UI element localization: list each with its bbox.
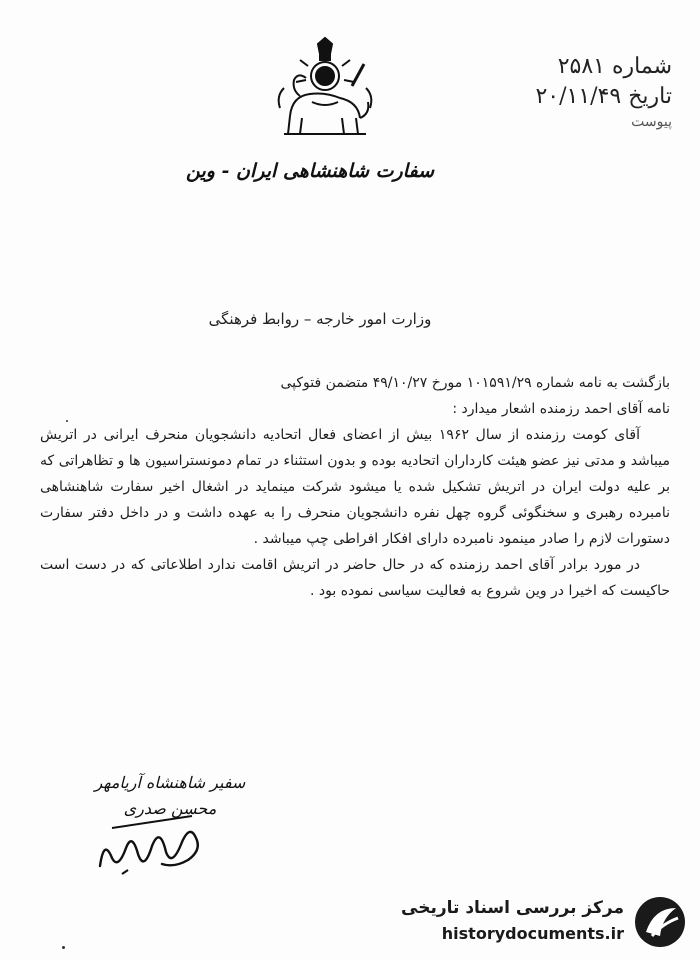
last-paragraph: در مورد برادر آقای احمد رزمنده که در حال حاضر در اتریش اقامت ندارد اطلاعاتی که در دست است حاکیست که اخیرا در وین شروع به فعالیت سیاسی نموده بود . (40, 557, 670, 599)
main-paragraph: آقای کومت رزمنده از سال ۱۹۶۲ بیش از اعضای فعال اتحادیه دانشجویان منحرف ایرانی در اتریش میباشد و مدتی نیز عضو هیئت کارداران اتحادیه بوده و بدون استثناء در تمام دمونستراسیون ها و تظاهراتی که بر علیه دولت ایران در اتریش تشکیل شده یا میشود شرکت مینماید در اشغال اخیر سفارت شاهنشاهی نامبرده رهبری و سخنگوئی گروه چهل نفره دانشجویان منحرف را به عهده داشت و در داخل دفتر سفارت دستورات لازم را صادر مینمود نامبرده دارای افکار افراطی چپ میباشد . (40, 427, 670, 547)
scan-speck (62, 946, 65, 949)
signatory-name: محسن صدری (123, 799, 217, 818)
reference-attachment: پیوست (631, 114, 672, 130)
archive-url: historydocuments.ir (441, 924, 624, 943)
signatory-title: سفیر شاهنشاه آریامهر (94, 773, 246, 792)
archive-logo-icon (632, 894, 688, 950)
addressee: وزارت امور خارجه – روابط فرهنگی (208, 310, 432, 328)
letter-body (40, 370, 670, 604)
reference-number: شماره ۲۵۸۱ (557, 54, 672, 79)
archive-org-name: مرکز بررسی اسناد تاریخی (401, 898, 624, 918)
lion-and-sun-emblem-icon (270, 36, 380, 146)
handwritten-signature-icon (92, 808, 212, 878)
embassy-title: سفارت شاهنشاهی ایران - وین (186, 160, 434, 182)
reference-date: تاریخ ۲۰/۱۱/۴۹ (535, 84, 672, 109)
scan-speck (66, 420, 68, 422)
intro-line: نامه آقای احمد رزمنده اشعار میدارد : (452, 401, 670, 417)
archive-watermark (401, 892, 690, 952)
reference-block (482, 52, 672, 132)
reference-line: بازگشت به نامه شماره ۱۰۱۵۹۱/۲۹ مورخ ۴۹/۱۰/۲۷ متضمن فتوکپی (280, 375, 670, 391)
